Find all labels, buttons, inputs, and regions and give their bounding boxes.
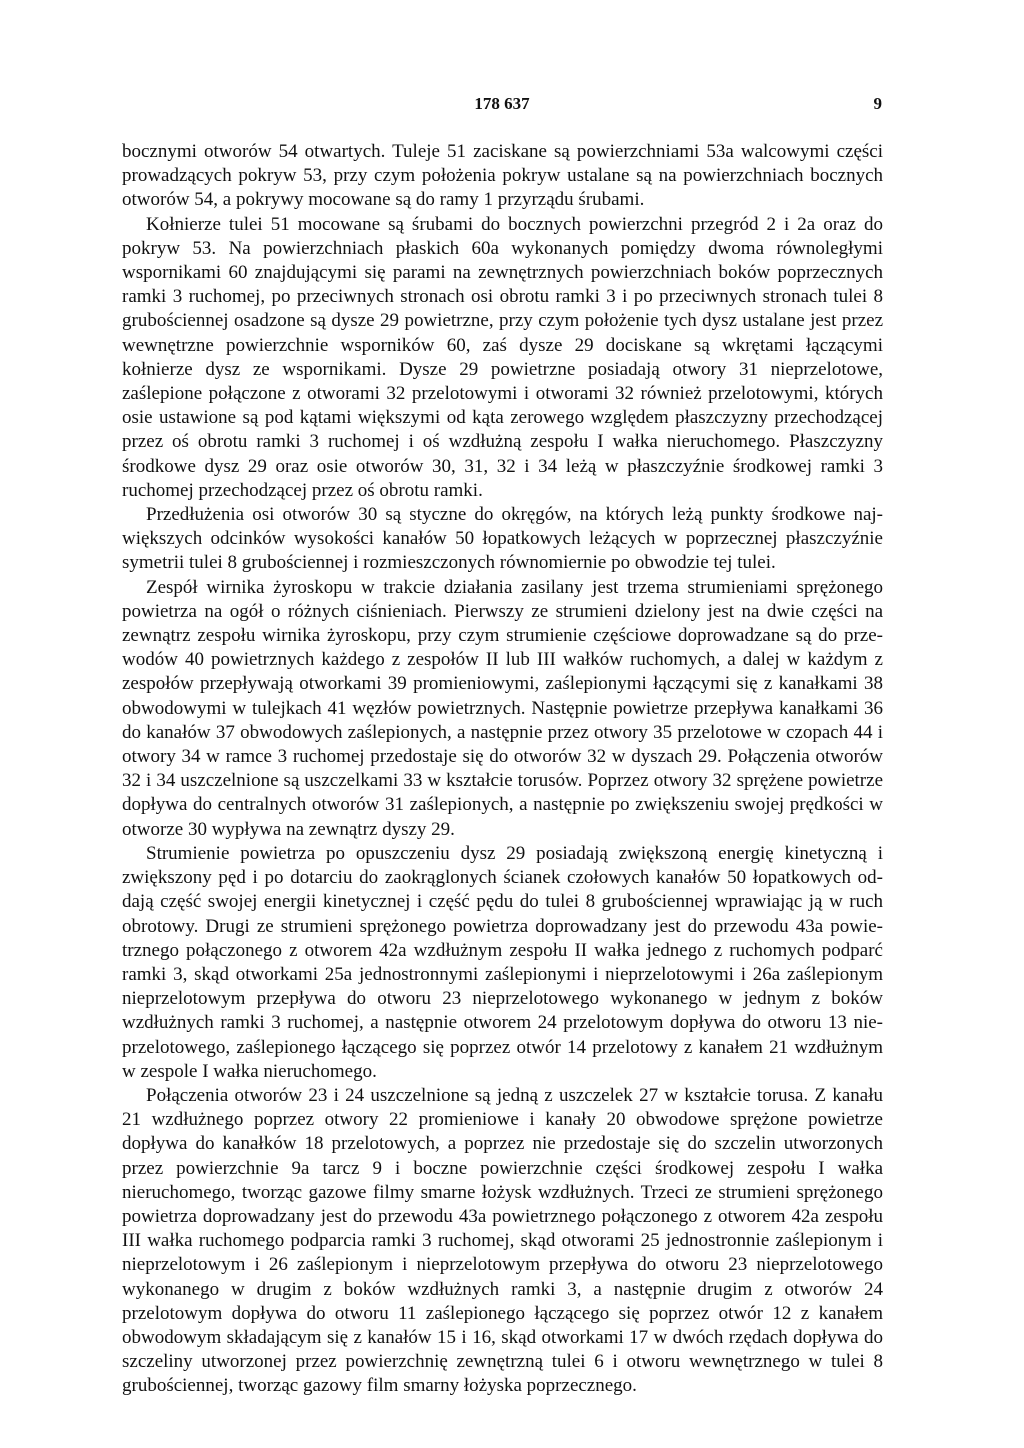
document-number: 178 637 bbox=[474, 94, 530, 113]
page-number: 9 bbox=[873, 94, 882, 113]
paragraph-5: Strumienie powietrza po opuszczeniu dysz 29 posiadają zwiększoną energię kinetyczną i zwiększony pęd i po dotarciu do zaokrąglonych ścianek czołowych kanałów 50 łopatkowych oddają część swojej energii kinetycznej i część pędu do tulei 8 grubościennej wprawiając ją w ruch obrotowy. Drugi ze strumieni sprężonego powietrza doprowadzany jest do przewodu 43a powietrznego połączonego z otworem 42a wzdłużnym zespołu II wałka jednego z ruchomych podparć ramki 3, skąd otworkami 25a jednostronnymi zaślepionymi i nieprzelotowymi i 26a zaślepionym nieprzelotowym przepływa do otworu 23 nieprzelotowego wykonanego w jednym z boków wzdłużnych ramki 3 ruchomej, a następnie otworem 24 przelotowym dopływa do otworu 13 nieprzelotowego, zaślepionego łączącego się poprzez otwór 14 przelotowy z kanałem 21 wzdłużnym w zespole I wałka nieruchomego. bbox=[122, 842, 883, 1082]
paragraph-2: Kołnierze tulei 51 mocowane są śrubami do bocznych powierzchni przegród 2 i 2a oraz do pokryw 53. Na powierzchniach płaskich 60a wykonanych pomiędzy dwoma równoległymi wspornikami 60 znajdującymi się parami na zewnętrznych powierzchniach boków poprzecznych ramki 3 ruchomej, po przeciwnych stronach osi obrotu ramki 3 i po przeciwnych stronach tulei 8 grubościennej osadzone są dysze 29 powietrzne, przy czym położenie tych dysz ustalane jest przez wewnętrzne powierzchnie wsporników 60, zaś dysze 29 dociskane są wkrętami łączącymi kołnierze dysz ze wspornikami. Dysze 29 powietrzne posiadają otwory 31 nieprzelotowe, zaślepione połączone z otworami 32 przelotowymi i otworami 32 również przelotowymi, których osie ustawione są pod kątami większymi od kąta zerowego względem płaszczyzny przechodzącej przez oś obrotu ramki 3 ruchomej i oś wzdłużną zespołu I wałka nieruchomego. Płaszczyzny środkowe dysz 29 oraz osie otworów 30, 31, 32 i 34 leżą w płaszczyźnie środkowej ramki 3 ruchomej przechodzącej przez oś obrotu ramki. bbox=[122, 213, 883, 501]
paragraph-4: Zespół wirnika żyroskopu w trakcie działania zasilany jest trzema strumieniami sprężonego powietrza na ogół o różnych ciśnieniach. Pierwszy ze strumieni dzielony jest na dwie części na zewnątrz zespołu wirnika żyroskopu, przy czym strumienie częściowe doprowadzane są do przewodów 40 powietrznych każdego z zespołów II lub III wałków ruchomych, a dalej w każdym z zespołów przepływają otworkami 39 promieniowymi, zaślepionymi łączącymi się z kanałkami 38 obwodowymi w tulejkach 41 węzłów powietrznych. Następnie powietrze przepływa kanałkami 36 do kanałów 37 obwodowych zaślepionych, a następnie przez otwory 35 przelotowe w czopach 44 i otwory 34 w ramce 3 ruchomej przedostaje się do otworów 32 w dyszach 29. Połączenia otworów 32 i 34 uszczelnione są uszczelkami 33 w kształcie torusów. Poprzez otwory 32 sprężene powietrze dopływa do centralnych otworów 31 zaślepionych, a następnie po zwiększeniu swojej prędkości w otworze 30 wypływa na zewnątrz dyszy 29. bbox=[122, 576, 883, 840]
paragraph-6: Połączenia otworów 23 i 24 uszczelnione są jedną z uszczelek 27 w kształcie torusa. Z kanału 21 wzdłużnego poprzez otwory 22 promieniowe i kanały 20 obwodowe sprężone powietrze dopływa do kanałków 18 przelotowych, a poprzez nie przedostaje się do szczelin utworzonych przez powierzchnie 9a tarcz 9 i boczne powierzchnie części środkowej zespołu I wałka nieruchomego, tworząc gazowe filmy smarne łożysk wzdłużnych. Trzeci ze strumieni sprężonego powietrza doprowadzany jest do przewodu 43a powietrznego połączonego z otworem 42a zespołu III wałka ruchomego podparcia ramki 3 ruchomej, skąd otworami 25 jednostronnie zaślepionym i nieprzelotowym i 26 zaślepionym i nieprzelotowym przepływa do otworu 23 nieprzelotowego wykonanego w drugim z boków wzdłużnych ramki 3, a następnie drugim z otworów 24 przelotowym dopływa do otworu 11 zaślepionego łączącego się poprzez otwór 12 z kanałem obwodowym składającym się z kanałów 15 i 16, skąd otworkami 17 w dwóch rzędach dopływa do szczeliny utworzonej przez powierzchnię zewnętrzną tulei 6 i otworu wewnętrznego w tulei 8 grubościennej, tworząc gazowy film smarny łożyska poprzecznego. bbox=[122, 1084, 883, 1397]
paragraph-3: Przedłużenia osi otworów 30 są styczne do okręgów, na których leżą punkty środkowe największych odcinków wysokości kanałów 50 łopatkowych leżących w poprzecznej płaszczyźnie symetrii tulei 8 grubościennej i rozmieszczonych równomiernie po obwodzie tej tulei. bbox=[122, 504, 883, 574]
paragraph-1: bocznymi otworów 54 otwartych. Tuleje 51 zaciskane są powierzchniami 53a walcowymi części prowadzących pokryw 53, przy czym położenia pokryw ustalane są na powierzchniach bocznych otworów 54, a pokrywy mocowane są do ramy 1 przyrządu śrubami. bbox=[122, 141, 883, 211]
page-header bbox=[122, 94, 882, 120]
body-text bbox=[122, 140, 883, 1399]
